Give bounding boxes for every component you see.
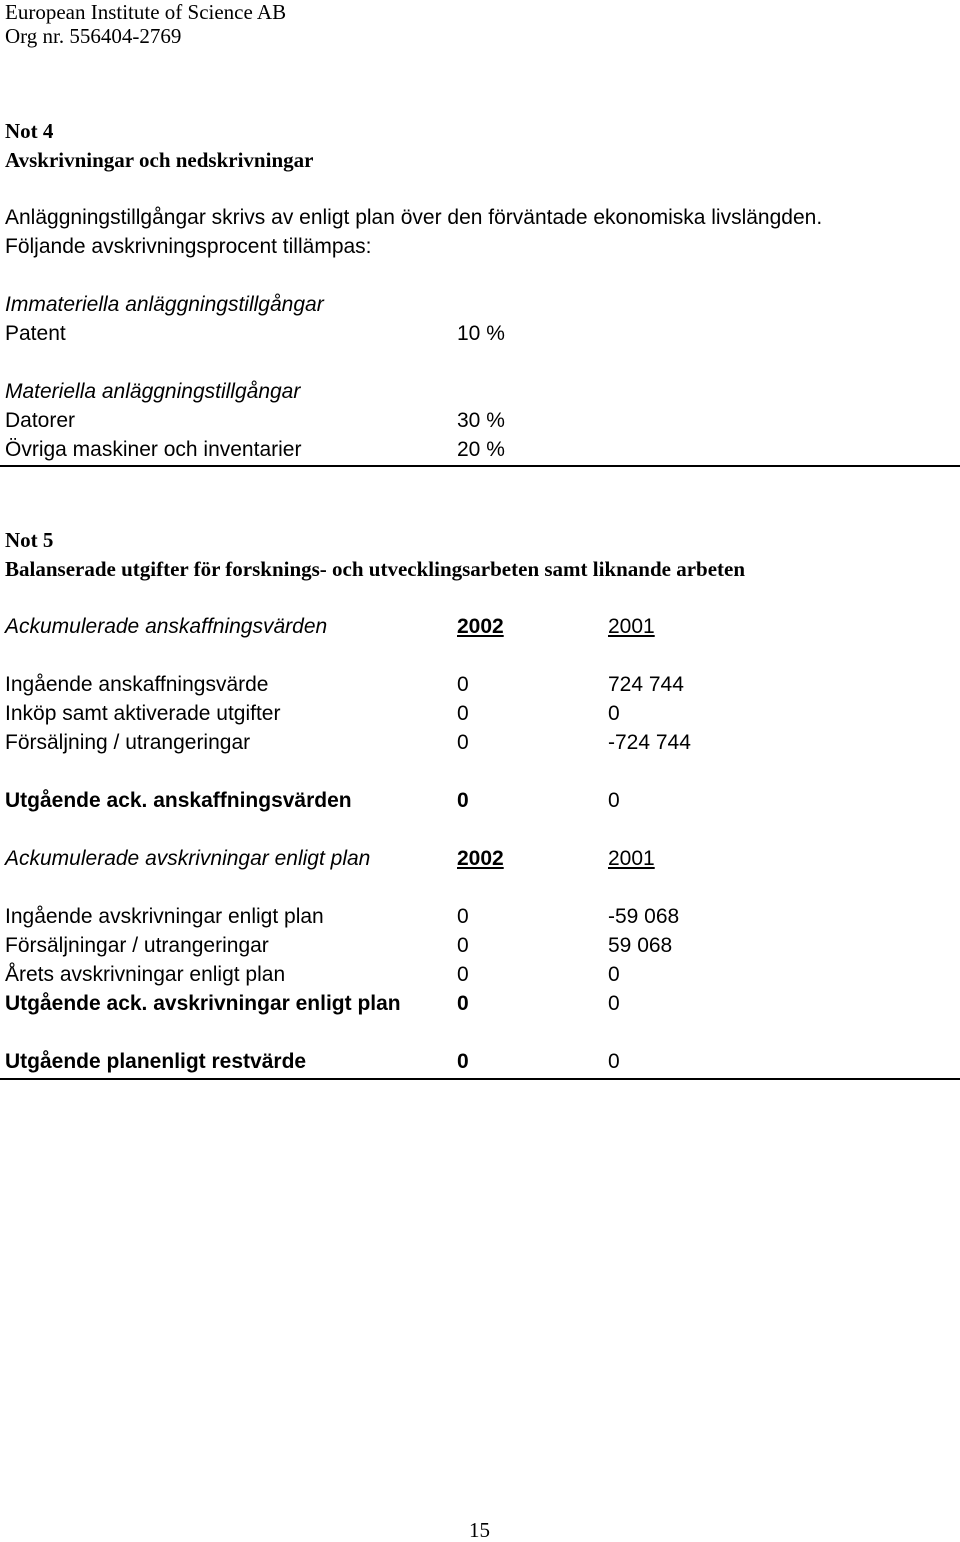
rate-value: 20 % [457, 438, 505, 461]
acq-total-label: Utgående ack. anskaffningsvärden [5, 789, 352, 812]
section-divider [0, 1078, 960, 1080]
rate-value: 30 % [457, 409, 505, 432]
residual-v2002: 0 [457, 1050, 469, 1073]
note4-title: Avskrivningar och nedskrivningar [5, 148, 314, 172]
dep-row-v2002: 0 [457, 963, 469, 986]
dep-total-label: Utgående ack. avskrivningar enligt plan [5, 992, 401, 1015]
dep-row-v2001: 0 [608, 963, 620, 986]
dep-year-2002: 2002 [457, 847, 504, 870]
page-number: 15 [469, 1518, 490, 1542]
acq-total-v2001: 0 [608, 789, 620, 812]
residual-v2001: 0 [608, 1050, 620, 1073]
acq-row-label: Inköp samt aktiverade utgifter [5, 702, 281, 725]
org-number: Org nr. 556404-2769 [5, 24, 182, 48]
acq-row-v2001: 724 744 [608, 673, 684, 696]
note4-text-line2: Följande avskrivningsprocent tillämpas: [5, 235, 372, 258]
acq-total-v2002: 0 [457, 789, 469, 812]
dep-total-v2001: 0 [608, 992, 620, 1015]
dep-row-label: Årets avskrivningar enligt plan [5, 963, 286, 986]
dep-year-2001: 2001 [608, 847, 655, 870]
rate-label: Patent [5, 322, 66, 345]
dep-row-v2002: 0 [457, 934, 469, 957]
acq-row-v2001: -724 744 [608, 731, 691, 754]
acq-heading: Ackumulerade anskaffningsvärden [5, 615, 328, 638]
dep-row-v2001: 59 068 [608, 934, 673, 957]
acq-row-v2001: 0 [608, 702, 620, 725]
acq-row-label: Försäljning / utrangeringar [5, 731, 251, 754]
acq-year-2002: 2002 [457, 615, 504, 638]
note4-text-line1: Anläggningstillgångar skrivs av enligt plan över den förväntade ekonomiska livslängden. [5, 206, 823, 229]
dep-row-v2002: 0 [457, 905, 469, 928]
company-name: European Institute of Science AB [5, 0, 287, 24]
acq-row-v2002: 0 [457, 731, 469, 754]
acq-row-v2002: 0 [457, 673, 469, 696]
tangible-heading: Materiella anläggningstillgångar [5, 380, 301, 403]
intangible-heading: Immateriella anläggningstillgångar [5, 293, 324, 316]
note4-number: Not 4 [5, 119, 54, 143]
rate-value: 10 % [457, 322, 505, 345]
acq-row-label: Ingående anskaffningsvärde [5, 673, 269, 696]
dep-row-label: Ingående avskrivningar enligt plan [5, 905, 324, 928]
section-divider [0, 465, 960, 467]
rate-label: Datorer [5, 409, 76, 432]
rate-label: Övriga maskiner och inventarier [5, 438, 302, 461]
acq-year-2001: 2001 [608, 615, 655, 638]
dep-row-label: Försäljningar / utrangeringar [5, 934, 269, 957]
dep-total-v2002: 0 [457, 992, 469, 1015]
acq-row-v2002: 0 [457, 702, 469, 725]
note5-title: Balanserade utgifter för forsknings- och utvecklingsarbeten samt liknande arbeten [5, 557, 746, 581]
dep-heading: Ackumulerade avskrivningar enligt plan [5, 847, 371, 870]
note5-number: Not 5 [5, 528, 54, 552]
residual-label: Utgående planenligt restvärde [5, 1050, 307, 1073]
dep-row-v2001: -59 068 [608, 905, 680, 928]
